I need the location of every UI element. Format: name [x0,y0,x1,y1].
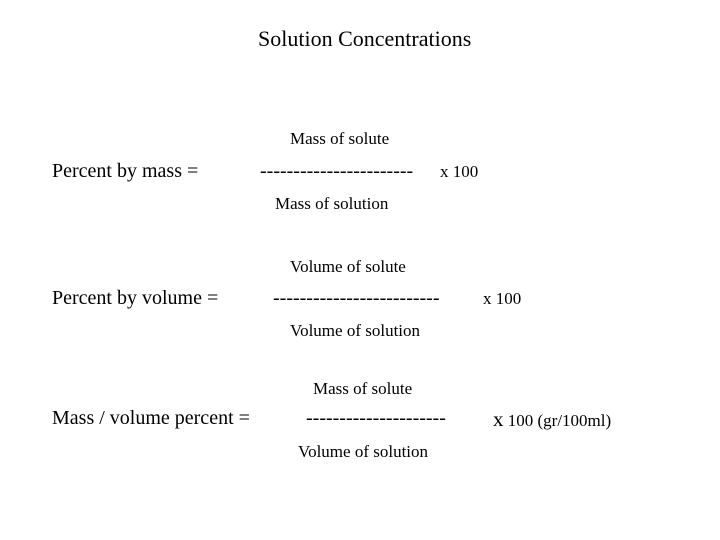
fraction-bar: ----------------------- [260,160,414,182]
formula-numerator: Volume of solute [290,257,406,276]
formula-numerator: Mass of solute [290,129,390,148]
formula-denominator: Mass of solution [275,194,389,213]
formula-denominator: Volume of solution [290,321,421,340]
fraction-bar: --------------------- [306,407,446,429]
formula-numerator: Mass of solute [313,379,413,398]
formula-denominator: Volume of solution [298,442,429,461]
multiplier-symbol: x [493,407,504,431]
multiplier-value: 100 (gr/100ml) [507,411,612,430]
page-title: Solution Concentrations [258,26,472,51]
formula-label: Percent by volume = [52,287,219,309]
fraction-bar: ------------------------- [273,287,440,309]
formula-label: Percent by mass = [52,160,199,182]
formula-multiplier [493,409,611,430]
formula-multiplier: x 100 [440,162,479,181]
formula-label: Mass / volume percent = [52,407,250,429]
formula-multiplier: x 100 [483,289,522,308]
